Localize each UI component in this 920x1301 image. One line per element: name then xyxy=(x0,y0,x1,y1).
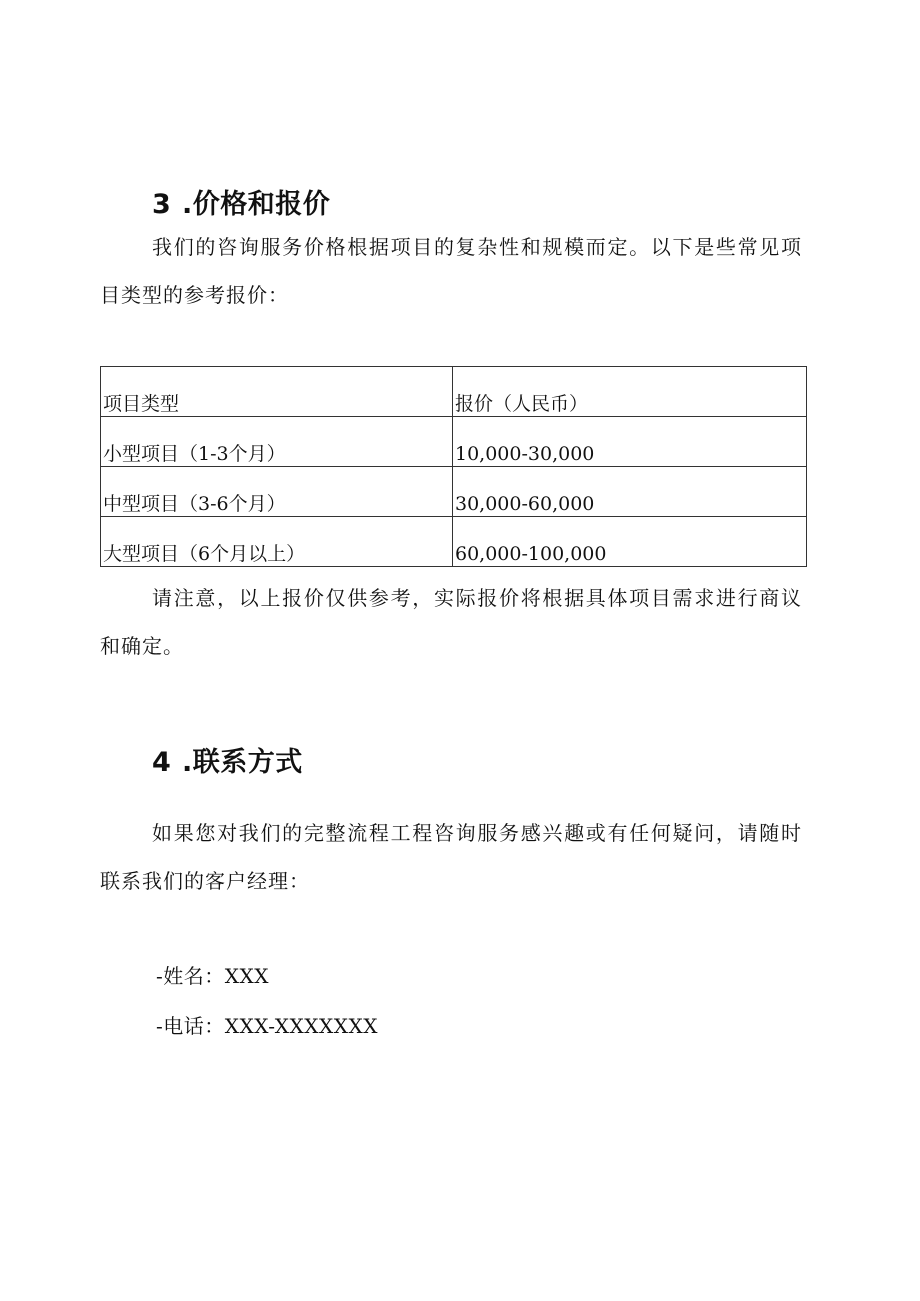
section-4-intro: 如果您对我们的完整流程工程咨询服务感兴趣或有任何疑问，请随时联系我们的客户经理： xyxy=(100,821,802,893)
section-4-heading xyxy=(152,740,303,779)
section-3-intro: 我们的咨询服务价格根据项目的复杂性和规模而定。以下是些常见项目类型的参考报价： xyxy=(100,235,802,307)
table-cell-price: 10,000-30,000 xyxy=(453,417,807,467)
table-header-row xyxy=(101,367,807,417)
table-header-cell: 报价（人民币） xyxy=(453,367,807,417)
section-3-heading xyxy=(152,182,330,221)
table-cell-price: 60,000-100,000 xyxy=(453,517,807,567)
table-cell-project-type: 大型项目（6个月以上） xyxy=(101,517,453,567)
table-row xyxy=(101,467,807,517)
table-cell-project-type: 小型项目（1-3个月） xyxy=(101,417,453,467)
contact-phone: -电话：XXX-XXXXXXX xyxy=(156,1014,378,1038)
table-cell-price: 30,000-60,000 xyxy=(453,467,807,517)
table-row xyxy=(101,417,807,467)
table-header-cell: 项目类型 xyxy=(101,367,453,417)
section-3-title: .价格和报价 xyxy=(182,189,331,220)
section-3-number: 3 xyxy=(152,189,172,220)
pricing-table xyxy=(100,366,807,567)
table-cell-project-type: 中型项目（3-6个月） xyxy=(101,467,453,517)
table-row xyxy=(101,517,807,567)
contact-name: -姓名：XXX xyxy=(156,964,269,988)
section-3-note: 请注意，以上报价仅供参考，实际报价将根据具体项目需求进行商议和确定。 xyxy=(100,586,802,658)
section-4-title: .联系方式 xyxy=(182,747,303,778)
section-4-number: 4 xyxy=(152,747,172,778)
